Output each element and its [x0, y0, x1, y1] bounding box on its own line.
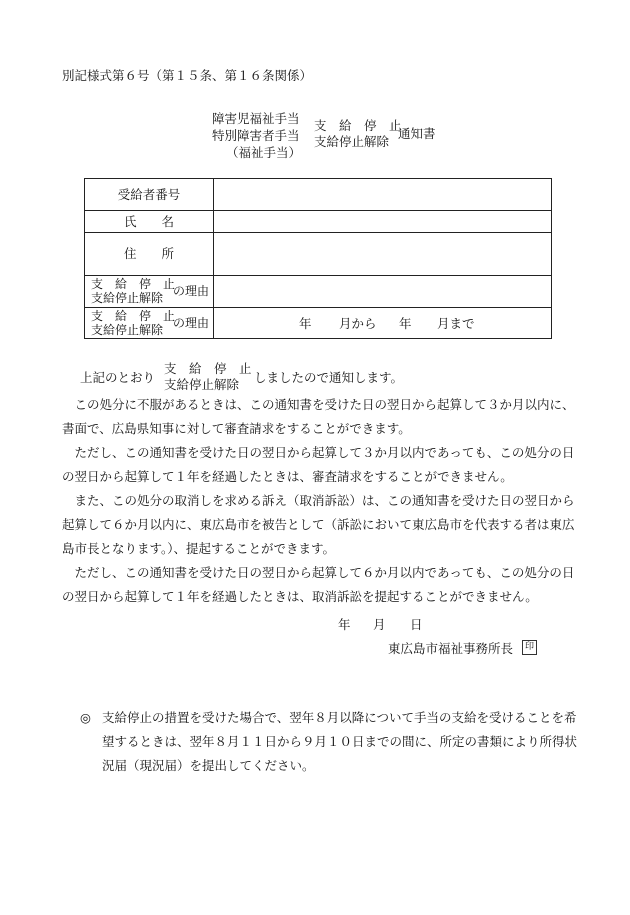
- period-month-from: 月から: [339, 316, 377, 331]
- table-label-reason: [91, 277, 175, 305]
- notice-suffix: しましたので通知します。: [254, 370, 404, 385]
- heading-allowance-line: （福祉手当）: [226, 145, 302, 160]
- period-month-to: 月まで: [437, 316, 475, 331]
- date-month: 月: [373, 617, 386, 632]
- table-divider: [85, 275, 551, 276]
- paragraph-lawsuit-limit: ただし、この通知書を受けた日の翌日から起算して６か月以内であっても、この処分の日の翌日から起算して１年を経過したときは、取消訴訟を提起することができません。: [62, 565, 575, 604]
- heading-action-line: 支 給 停 止: [314, 118, 402, 133]
- recipient-table: [84, 178, 552, 339]
- date-day: 日: [410, 617, 423, 632]
- paragraph-lawsuit: また、この処分の取消しを求める訴え（取消訴訟）は、この通知書を受けた日の翌日から起算して６か月以内に、東広島市を被告として（訴訟において東広島市を代表する者は東広島市長となります。）、提起することができます。: [62, 493, 575, 556]
- table-divider: [85, 232, 551, 233]
- heading-allowance-block: [212, 110, 301, 161]
- notice-action-block: [164, 361, 252, 393]
- notice-action-line: 支給停止解除: [164, 377, 240, 392]
- heading-action-line: 支給停止解除: [314, 134, 390, 149]
- notice-action-line: 支 給 停 止: [164, 361, 252, 376]
- heading-allowance-line: 特別障害者手当: [212, 128, 300, 143]
- paragraph-appeal-limit: ただし、この通知書を受けた日の翌日から起算して３か月以内であっても、この処分の日の翌日から起算して１年を経過したときは、審査請求をすることができません。: [62, 445, 575, 484]
- table-label-name: 氏 名: [123, 214, 174, 229]
- table-label-period: [91, 309, 175, 337]
- period-year-to: 年: [399, 316, 412, 331]
- table-label-reason-line: 支給停止解除: [91, 291, 164, 305]
- table-divider: [213, 179, 214, 338]
- notice-prefix: 上記のとおり: [80, 370, 156, 385]
- date-year: 年: [338, 617, 351, 632]
- issuer: 東広島市福祉事務所長: [388, 641, 514, 656]
- table-label-period-suffix: の理由: [173, 316, 210, 330]
- note-text: 支給停止の措置を受けた場合で、翌年８月以降について手当の支給を受けることを希望するときは、翌年８月１１日から９月１０日までの間に、所定の書類により所得状況届（現況届）を提出してください。: [102, 710, 578, 773]
- table-divider: [85, 307, 551, 308]
- period-year-from: 年: [299, 316, 312, 331]
- heading-allowance-line: 障害児福祉手当: [212, 111, 300, 126]
- note-mark: ◎: [80, 710, 91, 725]
- table-label-period-line: 支給停止解除: [91, 323, 164, 337]
- seal-stamp: 印: [522, 640, 537, 655]
- table-label-address: 住 所: [123, 246, 174, 261]
- table-label-recipient-number: 受給者番号: [117, 187, 181, 202]
- table-label-reason-suffix: の理由: [173, 284, 210, 298]
- table-divider: [85, 210, 551, 211]
- form-number: 別記様式第６号（第１５条、第１６条関係）: [62, 68, 313, 83]
- table-label-period-line: 支 給 停 止: [91, 309, 176, 323]
- table-label-reason-line: 支 給 停 止: [91, 277, 176, 291]
- heading-action-block: [314, 118, 402, 150]
- heading-suffix: 通知書: [398, 126, 436, 141]
- paragraph-appeal: この処分に不服があるときは、この通知書を受けた日の翌日から起算して３か月以内に、書面で、広島県知事に対して審査請求をすることができます。: [62, 397, 575, 436]
